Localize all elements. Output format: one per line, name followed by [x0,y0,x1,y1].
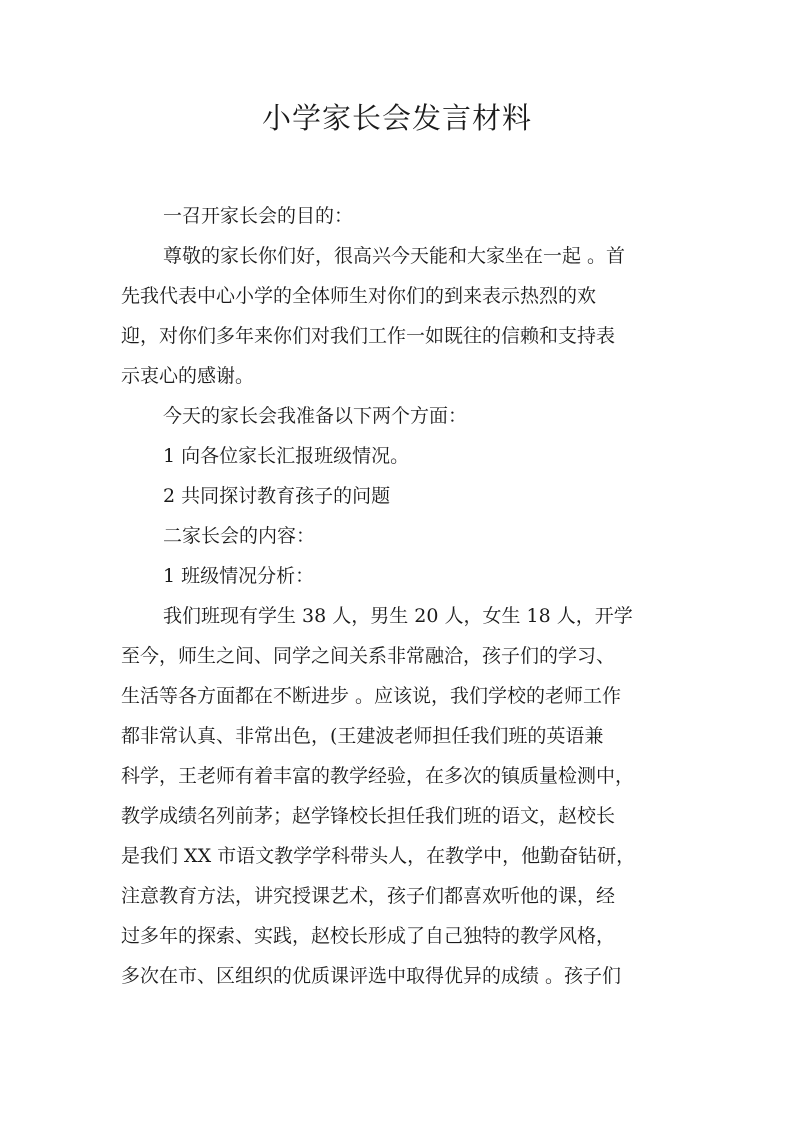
body-line: 至今，师生之间、同学之间关系非常融洽，孩子们的学习、 [121,645,616,667]
body-line: 教学成绩名列前茅；赵学锋校长担任我们班的语文，赵校长 [121,805,616,827]
body-line: 我们班现有学生 38 人，男生 20 人，女生 18 人，开学 [163,605,633,627]
body-line: 注意教育方法，讲究授课艺术，孩子们都喜欢听他的课，经 [121,885,616,907]
body-line: 科学，王老师有着丰富的教学经验，在多次的镇质量检测中， [121,765,635,787]
body-line: 生活等各方面都在不断进步 。应该说，我们学校的老师工作 [121,685,622,707]
body-line: 2 共同探讨教育孩子的问题 [163,485,391,507]
body-line: 二家长会的内容： [163,525,316,547]
document-body [121,196,681,996]
body-line: 一召开家长会的目的： [163,205,354,227]
body-line: 1 向各位家长汇报班级情况。 [163,445,410,467]
body-line: 迎，对你们多年来你们对我们工作一如既往的信赖和支持表 [121,325,616,347]
body-line: 是我们 XX 市语文教学学科带头人，在教学中，他勤奋钻研， [121,845,636,867]
body-line: 示衷心的感谢。 [121,365,255,387]
body-line: 多次在市、区组织的优质课评选中取得优异的成绩 。孩子们 [121,965,622,987]
body-line: 今天的家长会我准备以下两个方面： [163,405,468,427]
body-line: 先我代表中心小学的全体师生对你们的到来表示热烈的欢 [121,285,597,307]
body-line: 过多年的探索、实践，赵校长形成了自己独特的教学风格， [121,925,616,947]
document-title: 小学家长会发言材料 [261,101,532,135]
body-line: 尊敬的家长你们好，很高兴今天能和大家坐在一起 。首 [163,245,626,267]
body-line: 都非常认真、非常出色，(王建波老师担任我们班的英语兼 [121,725,604,747]
body-line: 1 班级情况分析： [163,565,315,587]
